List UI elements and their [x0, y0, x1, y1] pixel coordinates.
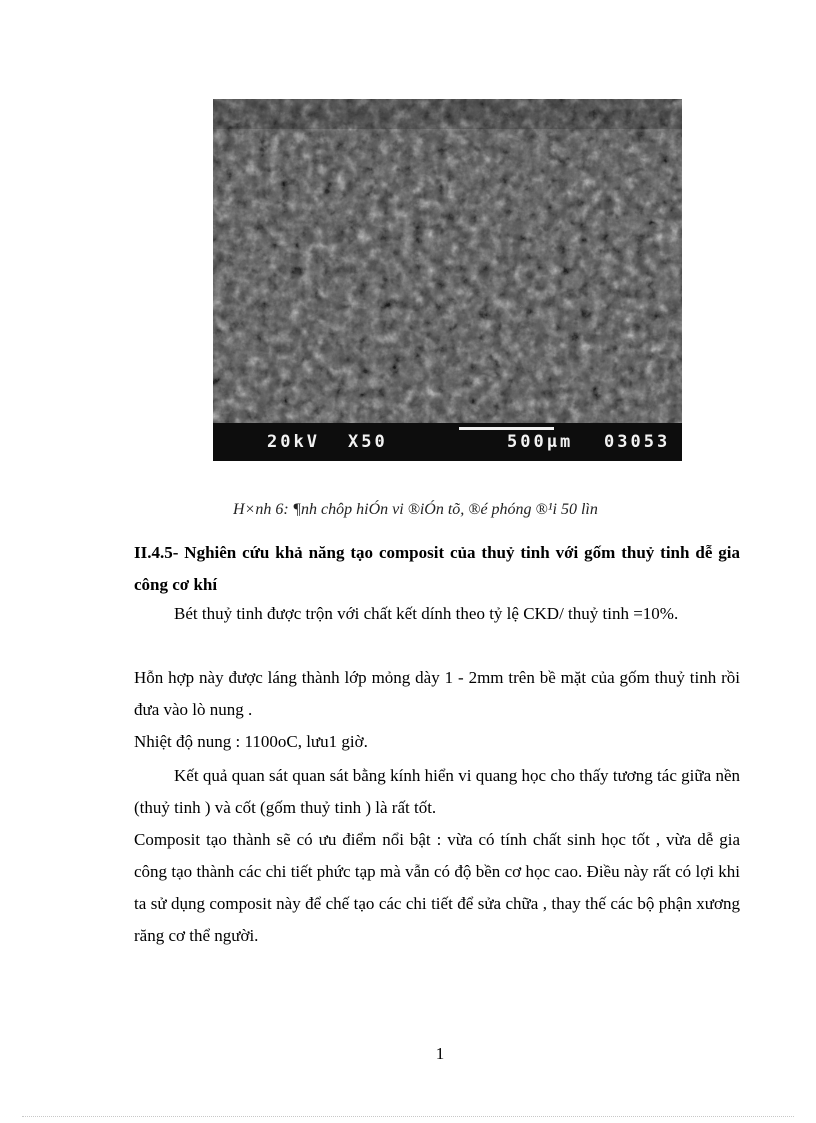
figure-caption: H×nh 6: ¶nh chôp hiÓn vi ®iÓn tõ, ®é phóng ®¹i 50 lìn [233, 501, 598, 518]
page-bottom-rule [22, 1116, 794, 1117]
paragraph-2: Hỗn hợp này được láng thành lớp mỏng dày 1 - 2mm trên bề mặt của gốm thuỷ tinh rồi đưa vào lò nung . [134, 668, 740, 719]
scale-bar [459, 427, 554, 430]
voltage-label: 20kV [267, 432, 320, 452]
paragraph-5: Composit tạo thành sẽ có ưu điểm nổi bật : vừa có tính chất sinh học tốt , vừa dễ gia công tạo thành các chi tiết phức tạp mà vẫn có độ bền cơ học cao. Điều này rất có lợi khi ta sử dụng composit này để chế tạo các chi tiết để sửa chữa , thay thế các bộ phận xương răng cơ thể người. [134, 830, 740, 945]
micrograph-texture [213, 99, 682, 423]
section-heading: II.4.5- Nghiên cứu khả năng tạo composit của thuỷ tinh với gốm thuỷ tinh dễ gia công cơ khí [134, 543, 740, 594]
sem-info-bar [213, 423, 682, 461]
page-number: 1 [435, 1044, 445, 1063]
scale-bar-label: 500µm [507, 432, 574, 452]
magnification-label: X50 [348, 432, 388, 452]
paragraph-4: Kết quả quan sát quan sát bằng kính hiển vi quang học cho thấy tương tác giữa nền (thuỷ tinh ) và cốt (gốm thuỷ tinh ) là rất tốt. [134, 766, 740, 817]
paragraph-1: Bét thuỷ tinh được trộn với chất kết dính theo tỷ lệ CKD/ thuỷ tinh =10%. [174, 604, 679, 623]
sem-micrograph [213, 99, 682, 461]
paragraph-3: Nhiệt độ nung : 1100oC, lưu1 giờ. [134, 732, 368, 751]
image-code-label: 03053 [604, 432, 671, 452]
